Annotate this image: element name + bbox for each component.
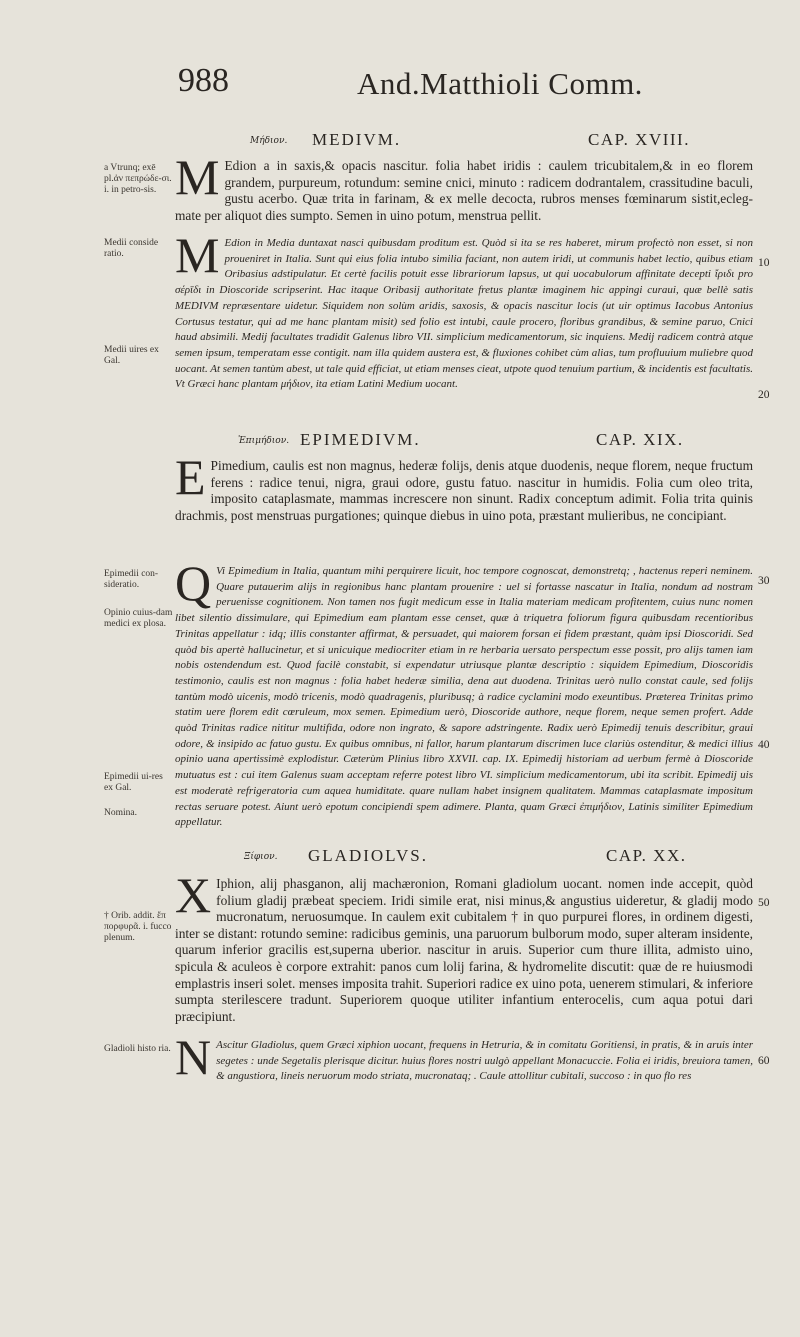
line-number: 30 <box>758 575 770 587</box>
paragraph-text: Iphion, alij phasganon, alij machæronion, Romani gladiolum uocant. nomen inde accepit, quòd folium gladij præbeat speciem. Iridi simile erat, nisi minus,& angustius uideretur, & gladij modo mucronatum, neruosumque. In caulem exit cubitalem † in quo purpurei flores, in ordinem digesti, inter se distant: rotundo semine: radicibus geminis, una paruorum bulborum modo, super alteram insidente, quarum inferior gracilis est,superna uberior. nascitur in aruis. Superior cum thure illita, admisto uino, spicula & aculeos è corpore extrahit: panos cum lolij farina, & hydromelite discutit: quæ de re huiusmodi emplastris inseri solet. menses imposita trahit. Superiori radice ex uino pota, uenerem stimulari, & inferiore sumpta sterilescere tradunt. Superiorem quoque utiliter infantium enterocelis, cum aqua potui dari præcipiunt. <box>175 876 753 1024</box>
chapter-number: CAP. XX. <box>606 846 687 865</box>
drop-capital: M <box>175 149 220 205</box>
medium-commentary <box>175 227 753 393</box>
margin-note: a Vtrunq; exē pl.ἀν πεπρώδε-σι. i. in petro-sis. <box>104 163 172 195</box>
chapter-number: CAP. XVIII. <box>588 130 690 149</box>
greek-name: Ξίφιον. <box>244 852 278 862</box>
line-number: 20 <box>758 389 770 401</box>
commentary-text: Vi Epimedium in Italia, quantum mihi perquirere licuit, hoc tempore cognoscat, demonstretq; , hactenus reperi neminem. Quare putauerim alijs in regionibus hanc plantam prouenire : uel si fortasse nascatur in Italia, nondum ad nostram peruenisse cognitionem. Non tamen nos fugit medicum esse in Italia materiam medicam profitentem, cuius nunc nomen libet silentio dissimulare, qui Epimedium eam plantam esse censet, quæ à triquetra foliorum figura quibusdam recentioribus Trinitas appellatur : idq; illis constanter affirmat, & persuadet, qui maiorem forsan ei fidem præstant, quàm ipsi Dioscoridi. Sed quòd bis apertè hallucinetur, et si unicuique mediocriter etiam in re herbaria uersato perspectum esse possit, pro alijs tamen iam nobis ostendendum est. Quod facilè constabit, si expendatur utriusque plantæ descriptio : siquidem Epimedium, Dioscoridis testimonio, caulis est non magnus : folia habet hederæ similia, dena aut duodena. Trinitas uerò nullo constat caule, sed folijs tantùm modò uicenis, modò tricenis, modò quadragenis, pluribusq; à radice cyclamini modo exeuntibus. Præterea Trinitas primo statim uere florem edit cœruleum, mox semen. Epimedium uerò, Dioscoride authore, neque florem, neque semen profert. Adde quòd Trinitas radice nititur multifida, odore non ingrato, & sapore adstringente. Radix uerò Epimedij tenuis describitur, graui odore, & insipido ac fatuo gustu. Ex quibus omnibus, ni fallor, harum plantarum discrimen luce clariùs ostenditur, & medici illius opinio uana apertissimè explodistur. Cæterùm Plinius libro XXVII. cap. IX. Epimedij historiam ad uerbum fermè à Dioscoride mutuatus est : cui item Galenus suam acceptam referre potest libro VI. simplicium medicamentorum, ubi ita scribit. Epimedij uis est moderatè refrigeratoria cum aquea humiditate. quare nullam habet insignem qualitatem. Mammas cataplasmate impositum rectas seruare potest. Aiunt uerò epotum concipiendi spem adimere. Planta, quam Græci ἐπιμήδιον, Latinis similiter Epimedium appellatur. <box>175 565 753 829</box>
paragraph-text: Pimedium, caulis est non magnus, hederæ folijs, denis atque duodenis, neque florem, neque fructum ferens : radice tenui, nigra, graui odore, gustu fatuo. nascitur in humidis. Folia cum oleo trita, imposito cataplasmate, mammas increscere non sinunt. Radix conceptum adimit. Folia trita quinis drachmis, post menstruas purgationes; quinque diebus in uino pota, præstant mulieribus, ne concipiant. <box>175 458 753 523</box>
line-number: 40 <box>758 739 770 751</box>
gladiolus-commentary <box>175 1029 753 1085</box>
drop-capital: Q <box>175 555 212 611</box>
margin-note: Medii uires ex Gal. <box>104 345 159 366</box>
epimedium-commentary <box>175 555 753 831</box>
drop-capital: E <box>175 449 206 505</box>
drop-capital: N <box>175 1029 212 1085</box>
paragraph-text: Edion a in saxis,& opacis nascitur. folia habet iridis : caulem tricubitalem,& in eo florem grandem, purpureum, rotundum: semine cnici, minuto : radicem dodrantalem, crassitudine baculi, gustu acerbo. Quæ trita in farinam, & ex melle decocta, rubros menses fœminarum sistit,ecleg-mate per aliquot dies sumpto. Semen in uino potum, menstrua pellit. <box>175 158 753 223</box>
line-number: 50 <box>758 897 770 909</box>
section-title: EPIMEDIVM. <box>300 430 421 449</box>
drop-capital: M <box>175 227 220 283</box>
margin-note: † Orib. addit. ἔπ πορφυρᾶ. i. fucco plenum. <box>104 911 172 943</box>
margin-note: Medii conside ratio. <box>104 238 159 259</box>
commentary-text: Edion in Media duntaxat nasci quibusdam proditum est. Quòd si ita se res haberet, mirum profectò non esset, si non proueniret in Italia. Sunt qui eius folia intubo similia faciant, non autem iridi, ut communis habet lectio, quibus etiam Oribasius adstipulatur. Et certè facilis potuit esse librariorum lapsus, ut qui uocabulorum affinitate decepti ἴριδι pro σέρῑδι in Dioscoride scripserint. Hac itaque Oribasij authoritate fretus plantæ imaginem hic appingi curaui, quæ bellè satis MEDIVM repræsentare uidetur. Siquidem non solùm aridis, saxosis, & opacis nascitur locis (ut uir optimus Iacobus Antonius Cortusus testatur, qui ad me hanc plantam misit) sed folio est intubi, caule procero, floribus grandibus, & semine paruo, Cnici haud absimili. Medij facultates tradidit Galenus libro VII. simplicium medicamentorum, sic inquiens. Medij radicem contrà atque semen ipsum, temperatam esse contigit. nam illa quidem austera est, & fluxiones cohibet cùm alias, tum profluuium muliebre quod uocant. At semen tantùm abest, ut tale quid efficiat, ut etiam menses cieat, utpote quod tenuium partium, & incidentis est facultatis. Vt Græci hanc plantam μήδιον, ita etiam Latini Medium uocant. <box>175 237 753 391</box>
section-heading-epimedium <box>0 428 800 454</box>
running-head: And.Matthioli Comm. <box>357 66 643 101</box>
section-title: MEDIVM. <box>312 130 402 149</box>
section-title: GLADIOLVS. <box>308 846 428 865</box>
page-number: 988 <box>178 62 229 99</box>
margin-note: Gladioli histo ria. <box>104 1044 171 1054</box>
margin-note: Opinio cuius-dam medici ex plosa. <box>104 608 173 629</box>
gladiolus-text <box>175 867 753 1025</box>
margin-note: Nomina. <box>104 808 137 818</box>
medium-text <box>175 149 753 224</box>
drop-capital: X <box>175 867 212 923</box>
section-heading-medium <box>0 128 800 154</box>
section-heading-gladiolus <box>0 844 800 870</box>
epimedium-text <box>175 449 753 524</box>
greek-name: Μήδιον. <box>250 136 288 146</box>
margin-note: Epimedii con-sideratio. <box>104 569 159 590</box>
greek-name: Ἐπιμήδιον. <box>238 436 290 446</box>
commentary-text: Ascitur Gladiolus, quem Græci xiphion uocant, frequens in Hetruria, & in comitatu Goritiensi, in pratis, & in aruis inter segetes : unde Segetalis plerisque dicitur. huius flores nostri uulgò appellant Monacuccie. Folia ei iridis, breuiora tamen, & angustiora, lineis neruorum modo striata, mucronataq; . Caule attollitur cubitali, succoso : in quo flo res <box>216 1039 753 1083</box>
line-number: 60 <box>758 1055 770 1067</box>
margin-note: Epimedii ui-res ex Gal. <box>104 772 163 793</box>
chapter-number: CAP. XIX. <box>596 430 684 449</box>
line-number: 10 <box>758 257 770 269</box>
